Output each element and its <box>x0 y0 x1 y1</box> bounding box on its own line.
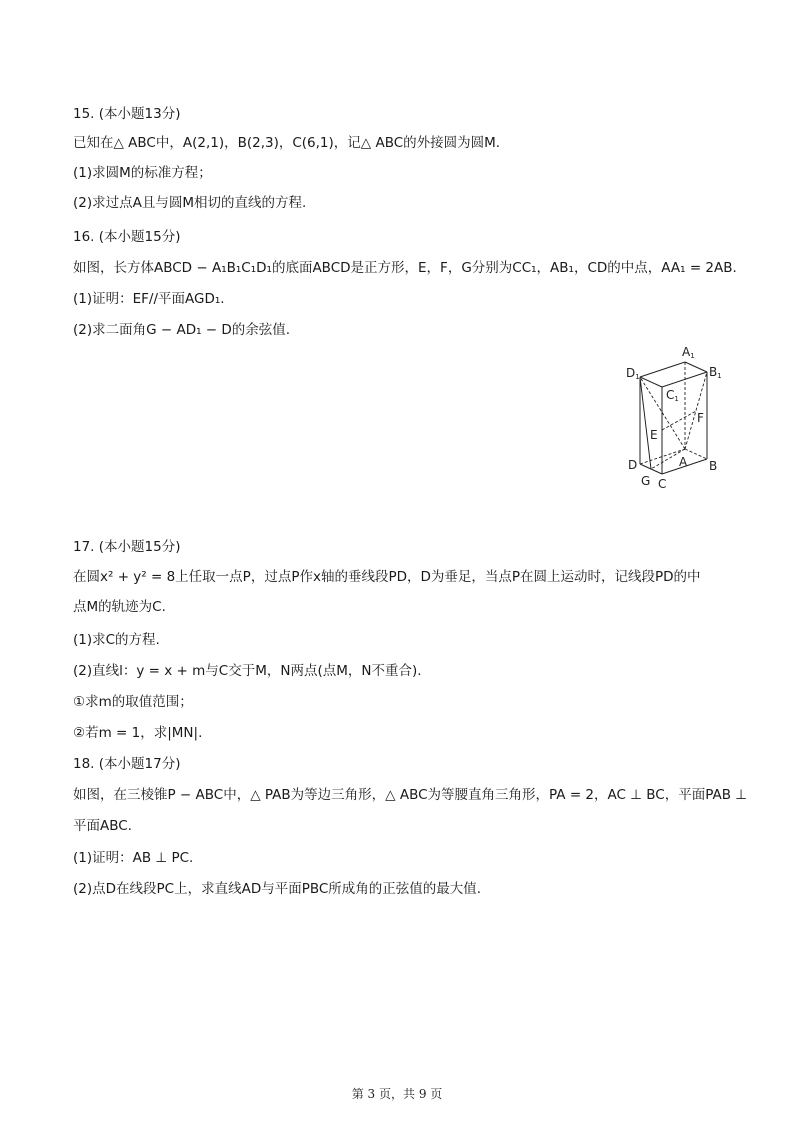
label-a: A <box>679 455 688 469</box>
problem-16-statement: 如图，长方体ABCD − A₁B₁C₁D₁的底面ABCD是正方形，E，F，G分别为CC₁，AB₁，CD的中点，AA₁ = 2AB. <box>73 260 737 276</box>
problem-18-part-2: (2)点D在线段PC上，求直线AD与平面PBC所成角的正弦值的最大值. <box>73 881 482 897</box>
problem-18-header: 18. (本小题17分) <box>73 756 181 772</box>
problem-15-statement: 已知在△ ABC中，A(2,1)，B(2,3)，C(6,1)，记△ ABC的外接圆为圆M. <box>73 135 501 151</box>
problem-15-header: 15. (本小题13分) <box>73 106 181 122</box>
problem-18-statement-line-2: 平面ABC. <box>73 818 132 834</box>
label-a1: A1 <box>682 345 695 360</box>
label-d1: D1 <box>626 366 640 381</box>
problem-17-header: 17. (本小题15分) <box>73 539 181 555</box>
problem-17-part-2: (2)直线l：y = x + m与C交于M，N两点(点M，N不重合). <box>73 663 422 679</box>
problem-18-part-1: (1)证明：AB ⊥ PC. <box>73 850 194 866</box>
problem-16-header: 16. (本小题15分) <box>73 229 181 245</box>
label-b1: B1 <box>709 365 722 380</box>
problem-15-part-2: (2)求过点A且与圆M相切的直线的方程. <box>73 195 307 211</box>
segment-g-d1 <box>640 377 651 469</box>
label-f: F <box>697 411 704 425</box>
edge-a1-b1 <box>685 362 707 372</box>
label-b: B <box>709 459 718 473</box>
edge-c1-d1 <box>640 377 662 387</box>
label-g: G <box>641 474 651 488</box>
problem-17-part-1: (1)求C的方程. <box>73 632 160 648</box>
problem-17-part-2-sub-2: ②若m = 1，求|MN|. <box>73 725 203 741</box>
problem-17-part-2-sub-1: ①求m的取值范围； <box>73 694 193 710</box>
edge-b1-c1 <box>662 372 707 387</box>
cuboid-figure <box>610 342 730 492</box>
label-e: E <box>650 428 658 442</box>
edge-a-b-hidden <box>685 449 707 459</box>
problem-17-statement-line-1: 在圆x² + y² = 8上任取一点P，过点P作x轴的垂线段PD，D为垂足，当点P在圆上运动时，记线段PD的中 <box>73 569 701 585</box>
page-footer: 第 3 页，共 9 页 <box>351 1087 443 1101</box>
problem-18-statement-line-1: 如图，在三棱锥P − ABC中，△ PAB为等边三角形，△ ABC为等腰直角三角形，PA = 2，AC ⊥ BC，平面PAB ⊥ <box>73 787 748 803</box>
edge-d1-a1 <box>640 362 685 377</box>
problem-15-part-1: (1)求圆M的标准方程； <box>73 165 212 181</box>
problem-16-part-2: (2)求二面角G − AD₁ − D的余弦值. <box>73 322 291 338</box>
label-d: D <box>628 458 638 472</box>
label-c1: C1 <box>666 388 679 403</box>
label-c: C <box>658 477 667 491</box>
problem-17-statement-line-2: 点M的轨迹为C. <box>73 599 166 615</box>
problem-16-part-1: (1)证明：EF//平面AGD₁. <box>73 291 225 307</box>
